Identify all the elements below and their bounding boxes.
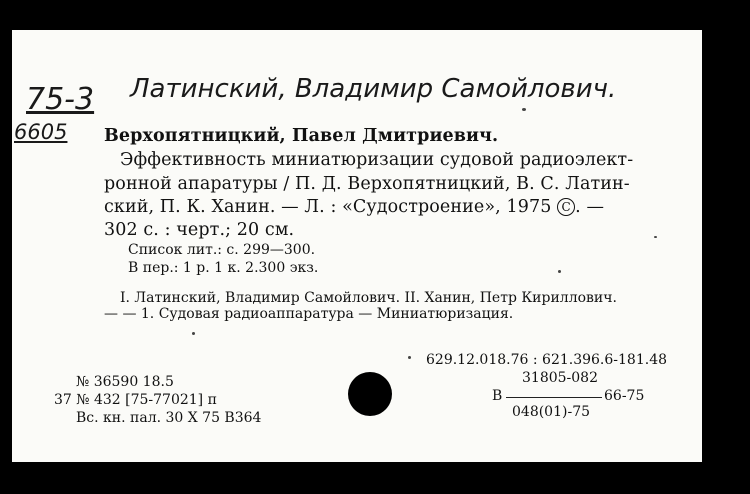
- entry-line-3-text: ский, П. К. Ханин. — Л. : «Судостроение», 1975: [104, 197, 552, 217]
- scan-speck: [522, 108, 526, 111]
- imprint-line-2: 37 № 432 [75-77021] п: [54, 392, 217, 408]
- entry-line-1: Эффективность миниатюризации судовой радиоэлект-: [120, 150, 634, 170]
- udc-index: 629.12.018.76 : 621.396.6-181.48: [426, 352, 668, 368]
- tracing-subjects: — — 1. Судовая радиоаппаратура — Миниатюризация.: [104, 306, 514, 322]
- entry-line-3: [104, 197, 604, 217]
- scan-speck: [192, 332, 195, 335]
- scan-speck: [408, 356, 411, 359]
- imprint-line-3: Вс. кн. пал. 30 X 75 В364: [76, 410, 262, 426]
- lbc-suffix: 66-75: [604, 388, 645, 404]
- entry-heading: Верхопятницкий, Павел Дмитриевич.: [104, 126, 499, 146]
- scan-speck: [654, 236, 657, 238]
- handwritten-added-author: Латинский, Владимир Самойлович.: [130, 74, 617, 104]
- lbc-top: 31805-082: [522, 370, 598, 386]
- tracing-names: I. Латинский, Владимир Самойлович. II. Ханин, Петр Кириллович.: [120, 290, 617, 306]
- scan-speck: [558, 270, 561, 273]
- entry-line-2: ронной апаратуры / П. Д. Верхопятницкий, В. С. Латин-: [104, 174, 630, 194]
- card-rod-hole: [348, 372, 392, 416]
- entry-line-3-tail: . —: [575, 197, 605, 217]
- imprint-line-1: № 36590 18.5: [76, 374, 174, 390]
- note-bibliography: Список лит.: с. 299—300.: [128, 242, 316, 258]
- handwritten-call-number: 75-3: [26, 82, 95, 117]
- lbc-bottom: 048(01)-75: [512, 404, 591, 420]
- catalog-card: [12, 30, 702, 462]
- lbc-fraction-line: [506, 397, 602, 398]
- entry-line-4: 302 с. : черт.; 20 см.: [104, 220, 295, 240]
- lbc-letter: В: [492, 388, 503, 404]
- note-price: В пер.: 1 р. 1 к. 2.300 экз.: [128, 260, 319, 276]
- handwritten-accession-number: 6605: [14, 120, 68, 144]
- copyright-icon: C: [557, 198, 575, 216]
